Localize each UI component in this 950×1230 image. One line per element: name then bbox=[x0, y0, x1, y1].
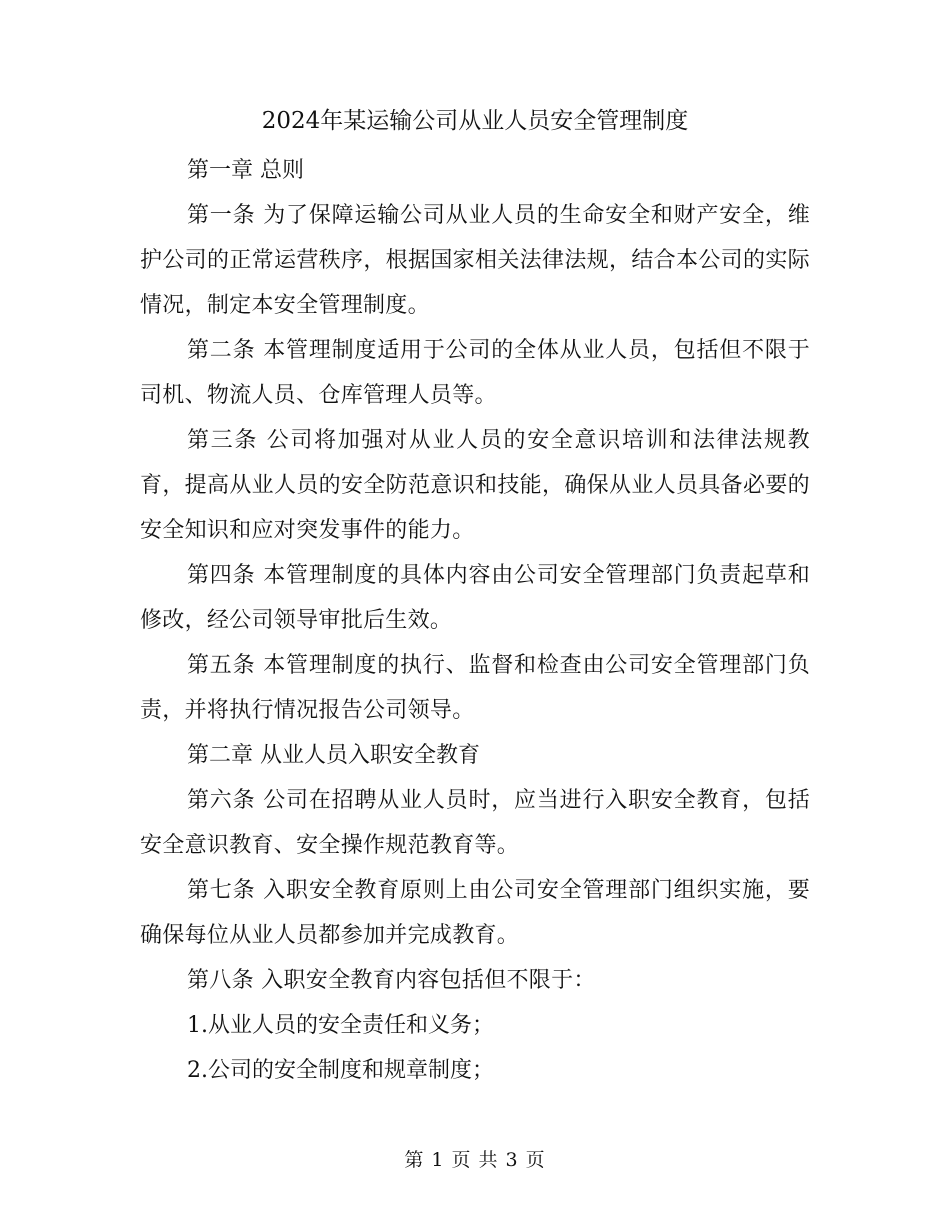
list-item: 1.从业人员的安全责任和义务； bbox=[187, 1013, 494, 1038]
article-2: 第二条 本管理制度适用于公司的全体从业人员，包括但不限于司机、物流人员、仓库管理人员等。 bbox=[140, 338, 810, 408]
article-4: 第四条 本管理制度的具体内容由公司安全管理部门负责起草和修改，经公司领导审批后生效。 bbox=[140, 563, 810, 633]
article-8: 第八条 入职安全教育内容包括但不限于： bbox=[187, 968, 596, 993]
page-number-footer: 第 1 页 共 3 页 bbox=[404, 1149, 546, 1171]
chapter-1-heading: 第一章 总则 bbox=[187, 158, 304, 183]
document-body bbox=[140, 148, 810, 1093]
article-5: 第五条 本管理制度的执行、监督和检查由公司安全管理部门负责，并将执行情况报告公司领导。 bbox=[140, 653, 810, 723]
chapter-2-heading: 第二章 从业人员入职安全教育 bbox=[187, 743, 480, 768]
document-title: 2024年某运输公司从业人员安全管理制度 bbox=[261, 108, 689, 134]
article-7: 第七条 入职安全教育原则上由公司安全管理部门组织实施，要确保每位从业人员都参加并完成教育。 bbox=[140, 878, 810, 948]
article-1: 第一条 为了保障运输公司从业人员的生命安全和财产安全，维护公司的正常运营秩序，根据国家相关法律法规，结合本公司的实际情况，制定本安全管理制度。 bbox=[140, 203, 810, 318]
article-6: 第六条 公司在招聘从业人员时，应当进行入职安全教育，包括安全意识教育、安全操作规范教育等。 bbox=[140, 788, 810, 858]
article-3: 第三条 公司将加强对从业人员的安全意识培训和法律法规教育，提高从业人员的安全防范意识和技能，确保从业人员具备必要的安全知识和应对突发事件的能力。 bbox=[140, 428, 810, 543]
list-item: 2.公司的安全制度和规章制度； bbox=[187, 1058, 494, 1083]
